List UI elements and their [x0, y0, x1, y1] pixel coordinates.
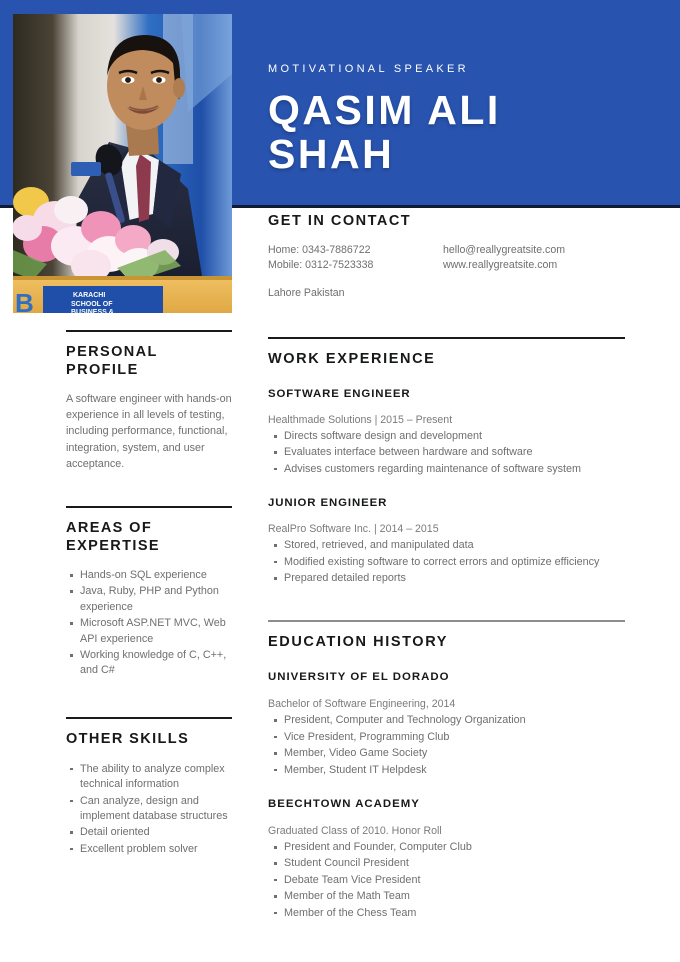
job-tagline: MOTIVATIONAL SPEAKER — [268, 63, 469, 75]
personal-profile-text: A software engineer with hands-on experience in all levels of testing, including performance, functional, integration, system, and user acceptance. — [66, 393, 232, 470]
section-areas-of-expertise — [66, 506, 232, 679]
achievements-list — [268, 713, 625, 778]
section-divider — [268, 620, 625, 622]
svg-text:BUSINESS &: BUSINESS & — [71, 309, 114, 313]
job-duties-list — [268, 538, 625, 586]
contact-mobile-phone: Mobile: 0312-7523338 — [268, 259, 374, 271]
list-item: Java, Ruby, PHP and Python experience — [66, 584, 232, 615]
list-item: Stored, retrieved, and manipulated data — [268, 538, 625, 553]
section-divider — [66, 506, 232, 508]
contact-email[interactable]: hello@reallygreatsite.com — [443, 244, 566, 256]
list-item: The ability to analyze complex technical information — [66, 762, 232, 793]
list-item: President, Computer and Technology Organization — [268, 713, 625, 728]
contact-website[interactable]: www.reallygreatsite.com — [443, 259, 558, 271]
other-skills-list — [66, 762, 232, 857]
education-entry — [268, 797, 625, 921]
list-item: Hands-on SQL experience — [66, 568, 232, 583]
contact-online-group — [443, 243, 623, 273]
main-column — [268, 212, 625, 922]
list-item: Working knowledge of C, C++, and C# — [66, 648, 232, 679]
avatar — [13, 14, 232, 313]
list-item: Can analyze, design and implement database structures — [66, 794, 232, 825]
expertise-list — [66, 568, 232, 679]
name-line-2: SHAH — [268, 131, 395, 177]
list-item: Detail oriented — [66, 825, 232, 840]
list-item: Directs software design and development — [268, 429, 625, 444]
job-company-dates: Healthmade Solutions | 2015 – Present — [268, 414, 453, 426]
svg-text:SCHOOL OF: SCHOOL OF — [71, 301, 113, 308]
name-line-1: QASIM ALI — [268, 87, 501, 133]
section-other-skills — [66, 717, 232, 857]
page-title — [268, 88, 668, 176]
degree-info: Bachelor of Software Engineering, 2014 — [268, 698, 456, 711]
svg-text:B: B — [15, 288, 34, 313]
contact-details — [268, 243, 625, 273]
contact-location: Lahore Pakistan — [268, 287, 345, 299]
list-item: Vice President, Programming Club — [268, 730, 625, 745]
list-item: Student Council President — [268, 856, 625, 871]
portrait-photo-icon — [13, 14, 232, 313]
job-role: JUNIOR ENGINEER — [268, 497, 388, 510]
contact-home-phone: Home: 0343-7886722 — [268, 244, 371, 256]
section-heading-personal-profile: PERSONAL PROFILE — [66, 344, 158, 378]
list-item: Excellent problem solver — [66, 842, 232, 857]
school-name: BEECHTOWN ACADEMY — [268, 798, 420, 811]
svg-text:KARACHI: KARACHI — [73, 292, 106, 299]
sidebar-column — [66, 330, 232, 858]
degree-info: Graduated Class of 2010. Honor Roll — [268, 825, 442, 838]
section-heading-work-experience: WORK EXPERIENCE — [268, 351, 436, 367]
list-item: Microsoft ASP.NET MVC, Web API experience — [66, 616, 232, 647]
list-item: President and Founder, Computer Club — [268, 840, 625, 855]
section-heading-contact: GET IN CONTACT — [268, 213, 412, 229]
list-item: Modified existing software to correct errors and optimize efficiency — [268, 555, 625, 570]
job-role: SOFTWARE ENGINEER — [268, 388, 411, 400]
achievements-list — [268, 840, 625, 921]
education-entry — [268, 670, 625, 778]
work-entry — [268, 496, 625, 586]
section-divider — [66, 717, 232, 719]
section-education-history — [268, 620, 625, 921]
section-heading-other-skills: OTHER SKILLS — [66, 730, 190, 747]
school-name: UNIVERSITY OF EL DORADO — [268, 671, 450, 684]
section-heading-areas-of-expertise: AREAS OF EXPERTISE — [66, 520, 160, 555]
list-item: Prepared detailed reports — [268, 571, 625, 586]
work-entry — [268, 387, 625, 477]
section-personal-profile — [66, 330, 232, 472]
section-heading-education-history: EDUCATION HISTORY — [268, 634, 448, 651]
list-item: Advises customers regarding maintenance of software system — [268, 462, 625, 477]
section-divider — [66, 330, 232, 332]
section-contact — [268, 212, 625, 301]
list-item: Member, Student IT Helpdesk — [268, 763, 625, 778]
list-item: Member, Video Game Society — [268, 746, 625, 761]
section-work-experience — [268, 337, 625, 586]
list-item: Evaluates interface between hardware and software — [268, 445, 625, 460]
header-text-group — [268, 62, 668, 176]
list-item: Member of the Math Team — [268, 889, 625, 904]
list-item: Debate Team Vice President — [268, 873, 625, 888]
section-divider — [268, 337, 625, 339]
job-duties-list — [268, 429, 625, 477]
contact-phone-group — [268, 243, 443, 273]
job-company-dates: RealPro Software Inc. | 2014 – 2015 — [268, 523, 439, 536]
list-item: Member of the Chess Team — [268, 906, 625, 921]
